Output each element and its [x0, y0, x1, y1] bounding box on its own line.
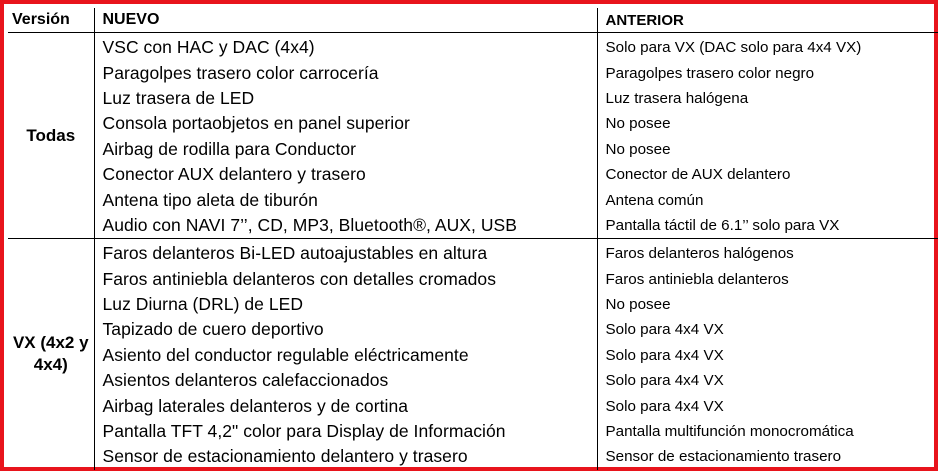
- nuevo-cell: Asiento del conductor regulable eléctricamente: [94, 343, 597, 368]
- nuevo-cell: Paragolpes trasero color carrocería: [94, 60, 597, 85]
- anterior-cell: Sensor de estacionamiento trasero: [605, 448, 842, 466]
- table-row: [8, 419, 938, 444]
- anterior-cell: Pantalla multifunción monocromática: [605, 423, 854, 441]
- table-row: [8, 239, 938, 267]
- nuevo-cell: Sensor de estacionamiento delantero y trasero: [94, 444, 597, 469]
- table-row: [8, 162, 938, 187]
- group-vx: [8, 239, 938, 470]
- table-row: [8, 343, 938, 368]
- version-cell-todas: Todas: [8, 33, 94, 239]
- anterior-cell: Pantalla táctil de 6.1’’ solo para VX: [597, 213, 938, 239]
- group-todas: [8, 33, 938, 239]
- anterior-cell: Luz trasera halógena: [605, 89, 749, 107]
- nuevo-cell: Faros delanteros Bi-LED autoajustables en altura: [94, 239, 597, 267]
- table-row: [8, 368, 938, 393]
- nuevo-cell: Consola portaobjetos en panel superior: [94, 111, 597, 136]
- anterior-cell: Solo para VX (DAC solo para 4x4 VX): [605, 39, 862, 57]
- nuevo-cell: Antena tipo aleta de tiburón: [94, 187, 597, 212]
- table-header: [8, 8, 938, 33]
- nuevo-cell: Luz trasera de LED: [94, 86, 597, 111]
- table-row: [8, 33, 938, 61]
- nuevo-cell: Tapizado de cuero deportivo: [94, 317, 597, 342]
- nuevo-cell: Conector AUX delantero y trasero: [94, 162, 597, 187]
- anterior-cell: No posee: [605, 296, 671, 314]
- comparison-table: [8, 8, 938, 470]
- table-row: [8, 213, 938, 239]
- anterior-cell: Solo para 4x4 VX: [605, 346, 724, 364]
- nuevo-cell: VSC con HAC y DAC (4x4): [94, 33, 597, 61]
- nuevo-cell: Asientos delanteros calefaccionados: [94, 368, 597, 393]
- version-cell-vx: VX (4x2 y 4x4): [8, 239, 94, 470]
- table-row: [8, 86, 938, 111]
- anterior-cell: No posee: [605, 115, 671, 133]
- anterior-cell: No posee: [605, 140, 671, 158]
- nuevo-cell: Pantalla TFT 4,2" color para Display de Información: [94, 419, 597, 444]
- nuevo-cell: Audio con NAVI 7’’, CD, MP3, Bluetooth®, AUX, USB: [94, 213, 597, 239]
- anterior-cell: Solo para 4x4 VX: [605, 321, 724, 339]
- table-row: [8, 267, 938, 292]
- table-row: [8, 292, 938, 317]
- anterior-cell: Faros antiniebla delanteros: [605, 270, 789, 288]
- header-anterior: ANTERIOR: [597, 8, 938, 33]
- table-row: [8, 393, 938, 418]
- nuevo-cell: Faros antiniebla delanteros con detalles cromados: [94, 267, 597, 292]
- anterior-cell: Conector de AUX delantero: [605, 166, 791, 184]
- header-version: Versión: [8, 8, 94, 33]
- table-row: [8, 444, 938, 469]
- nuevo-cell: Airbag de rodilla para Conductor: [94, 137, 597, 162]
- anterior-cell: Solo para 4x4 VX: [605, 397, 724, 415]
- anterior-cell: Paragolpes trasero color negro: [605, 64, 815, 82]
- anterior-cell: Antena común: [605, 191, 704, 209]
- anterior-cell: Faros delanteros halógenos: [605, 245, 794, 263]
- anterior-cell: Solo para 4x4 VX: [605, 372, 724, 390]
- header-row: [8, 8, 938, 33]
- table-row: [8, 137, 938, 162]
- table-row: [8, 111, 938, 136]
- header-nuevo: NUEVO: [94, 8, 597, 33]
- nuevo-cell: Airbag laterales delanteros y de cortina: [94, 393, 597, 418]
- table-row: [8, 187, 938, 212]
- table-row: [8, 60, 938, 85]
- nuevo-cell: Luz Diurna (DRL) de LED: [94, 292, 597, 317]
- table-row: [8, 317, 938, 342]
